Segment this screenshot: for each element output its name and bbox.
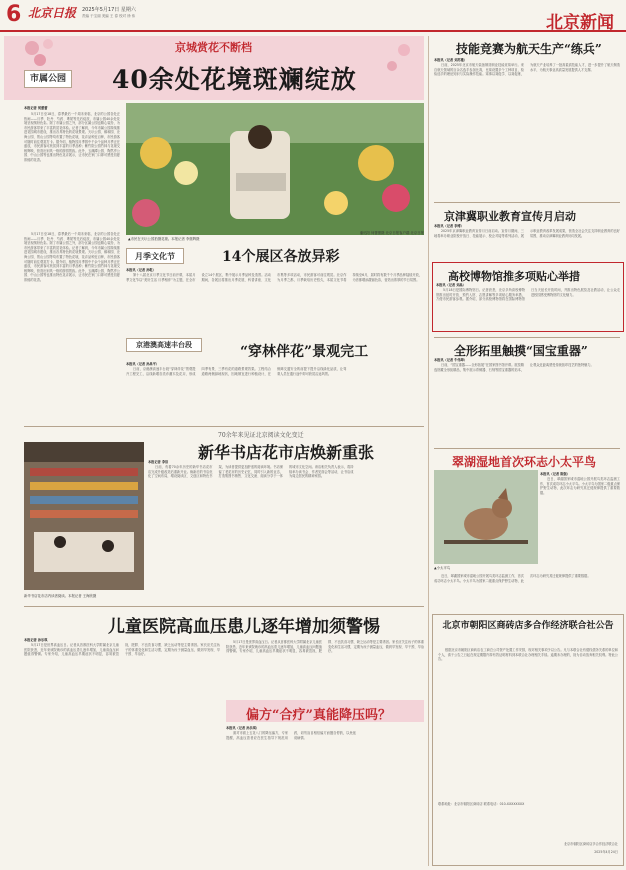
bookstore-kicker: 70余年来见证北京阅读文化变迁 — [218, 432, 304, 439]
bird-photo-caption: ▲小太平鸟 — [434, 566, 451, 570]
bookstore-byline: 本报记者 李洁 — [148, 460, 169, 464]
wetland-byline: 本报讯（记者 陈强） — [540, 472, 570, 476]
page-number: 6 — [6, 2, 22, 27]
bookstore-body: 日前，有着70余年历史的新华书店花市店完成升级改造后重新开业。焕新后的书店优化了空间布局，增设阅读区、文创区和特色书架，为读者提供更加舒适的阅读环境。书店保留了老花市的历史记忆，同时引入新的业态，打造集图书销售、文化交流、阅读分享于一体的城市文化空间。该店相关负责人表示，将持续举办读书会、作者见面会等活动，让书店成为周边居民的精神家园。 — [148, 465, 354, 479]
divider — [24, 426, 424, 427]
column-divider — [428, 36, 429, 866]
notice-body: 根据北京市朝阳区商砖店农工商总公司资产处置工作安排，现对相关事项予以公告。凡与本联合社有债权债务关系的单位和个人，请于公告之日起在规定期限内持有效证明材料到本联合社办理相关手续。逾期未办理的，视为自动放弃相关权利。特此公告。 — [438, 648, 618, 662]
drug-body: 面对市面上五花八门的降压偏方，专家提醒，高血压患者应在医生指导下规范用药，切勿盲目相信偏方而擅自停药，以免延误病情。 — [226, 731, 356, 740]
bookstore-photo-caption: 新华书店花市店内读者阅读。本报记者 王海欣摄 — [24, 594, 97, 598]
divider — [434, 202, 620, 203]
hospital-byline: 本报记者 孙乐琪 — [24, 638, 48, 642]
aero-headline: 技能竞赛为航天生产“练兵” — [456, 42, 602, 56]
issue-date: 2025年5月17日 星期六 — [82, 7, 136, 13]
notice-headline: 北京市朝阳区商砖店多合作经济联合社公告 — [442, 621, 614, 631]
editors-line: 责编 于宝丽 美编 王 春 校对 徐 伟 — [82, 14, 136, 18]
national-byline: 本报讯（记者 牛伟坤） — [434, 358, 467, 362]
highway-tag: 京港澳高速丰台段 — [126, 338, 202, 352]
highway-headline: “穿林伴花”景观完工 — [240, 344, 369, 360]
lead-byline: 本报记者 何蕾蕾 — [24, 106, 48, 110]
newspaper-logo: 北京日报 — [28, 6, 77, 20]
culture-headline: 14个展区各放异彩 — [222, 249, 340, 265]
highway-body: 日前，京港澳高速丰台段“穿林伴花”景观提升工程完工，沿线新增各类乔灌木及花卉，形成四季有景、三季有花的道路景观效果。工程结合道路两侧绿地现状，因地制宜进行种植设计，在保障交通安全的前提下提升沿线绿化品质，让驾乘人员在通行途中即可欣赏沿途风景。 — [126, 367, 347, 376]
lead-photo-caption: ▲市民在天坛公园拍摄花境。本报记者 李继辉摄 — [128, 237, 200, 241]
lead-body: 5月17日至18日，春季最后一个周末来临，北京的公园各处正热闹——月季、牡丹、芍药、鸢尾等先后绽放，市属公园40余处花境呈现缤纷色彩。除了市属公园之外，部分区属公园也精心装扮，为市民游客带来了丰富的赏花体验。记者了解到，今年市属公园持续推进花园城市建设，推出各具特色的花境景观。天坛公园、颐和园、北海公园、景山公园等均布置了特色花境，花卉品种近百种，市民游客可随时前往观赏打卡。据介绍，植物园月季园中千余个品种月季正在盛放，市民游客可欣赏到丰富的月季品种；紫竹院公园竹林与花境交相辉映，营造出别具一格的游园景致。此外，玉渊潭公园、陶然亭公园、中山公园等也推出特色花卉展示，让市民在家门口即可感受初夏浓郁的花香。 — [24, 112, 120, 162]
jjj-headline: 京津冀职业教育宣传月启动 — [444, 210, 576, 223]
notice-contacts: 联系地址：北京市朝阳区商砖店 联系电话：010-XXXXXXXX — [438, 802, 525, 806]
wetland-body: 近日，翠湖国家城市湿地公园开展鸟类环志监测工作，首次成功环志小太平鸟。小太平鸟为国家二级重点保护野生动物，此次环志为研究其迁徙规律提供了重要数据。 — [540, 477, 620, 495]
culture-byline: 本报讯（记者 孙乾） — [126, 268, 156, 272]
wetland-headline: 翠湖湿地首次环志小太平鸟 — [452, 455, 597, 469]
bookstore-headline: 新华书店花市店焕新重张 — [198, 443, 375, 462]
museum-headline: 高校博物馆推多项贴心举措 — [448, 270, 580, 283]
drug-headline: 偏方“合疗”真能降压吗？ — [246, 708, 391, 723]
lead-headline: 40余处花境斑斓绽放 — [112, 65, 357, 94]
aero-body: 日前，2025年北京市航天装备制造职业技能竞赛举行。来自航天领域的百余名选手参加比赛，比赛设置多个工种项目，检验选手的理论知识与实际操作技能。赛事以赛促学、以赛促练，为航天产业培养了一批高素质技能人才，进一步提升了航天制造水平，为航天事业高质量发展提供人才支撑。 — [434, 63, 620, 77]
lead-kicker: 京城赏花不断档 — [175, 41, 252, 54]
lead-photo — [126, 103, 424, 235]
notice-signature: 北京市朝阳区商砖店多合作经济联合社 — [563, 842, 618, 846]
bird-photo — [434, 470, 538, 564]
lead-tag: 市属公园 — [24, 70, 72, 88]
national-headline: 全形拓里触摸“国宝重器” — [454, 344, 588, 358]
aero-byline: 本报讯（记者 刘苏雅） — [434, 58, 467, 62]
divider — [434, 448, 620, 449]
museum-body: 5月18日是国际博物馆日。记者获悉，北京多所高校博物馆推出延时开放、预约入馆、志愿讲解等多项贴心服务举措，方便市民游客参观。据介绍，部分高校博物馆将在国际博物馆日当天延长开放时间，并推出特色展览及社教活动，让公众走进校园感受博物馆的文化魅力。 — [436, 288, 620, 302]
bookstore-photo — [24, 442, 144, 590]
drug-byline: 本报讯（记者 孙乐琪） — [226, 726, 259, 730]
hospital-body-cont: 5月17日是世界高血压日。记者从首都医科大学附属北京儿童医院获悉，近年来该院就诊的高血压患儿逐年增加，儿童高血压问题值得警惕。专家介绍，儿童高血压早期症状不明显，容易被忽视，肥胖、不良饮食习惯、缺乏运动等是主要诱因。家长应关注孩子的体重变化和生活习惯，定期为孩子测量血压，做到早发现、早干预、早治疗。 — [226, 640, 424, 654]
section-title: 北京新闻 — [546, 13, 614, 33]
wetland-body-cont: 近日，翠湖国家城市湿地公园开展鸟类环志监测工作，首次成功环志小太平鸟。小太平鸟为国家二级重点保护野生动物，此次环志为研究其迁徙规律提供了重要数据。 — [434, 574, 591, 583]
museum-byline: 本报讯（记者 刘晶） — [436, 283, 466, 287]
divider — [434, 337, 620, 338]
hospital-headline: 儿童医院高血压患儿逐年增加须警惕 — [108, 617, 380, 637]
lead-body-cont: 5月17日至18日，春季最后一个周末来临，北京的公园各处正热闹——月季、牡丹、芍药、鸢尾等先后绽放，市属公园40余处花境呈现缤纷色彩。除了市属公园之外，部分区属公园也精心装扮，为市民游客带来了丰富的赏花体验。记者了解到，今年市属公园持续推进花园城市建设，推出各具特色的花境景观。天坛公园、颐和园、北海公园、景山公园等均布置了特色花境，花卉品种近百种，市民游客可随时前往观赏打卡。据介绍，植物园月季园中千余个品种月季正在盛放，市民游客可欣赏到丰富的月季品种；紫竹院公园竹林与花境交相辉映，营造出别具一格的游园景致。此外，玉渊潭公园、陶然亭公园、中山公园等也推出特色花卉展示，让市民在家门口即可感受初夏浓郁的花香。 — [24, 232, 120, 282]
divider — [24, 606, 424, 607]
culture-tag: 月季文化节 — [126, 248, 184, 264]
hospital-body: 5月17日是世界高血压日。记者从首都医科大学附属北京儿童医院获悉，近年来该院就诊的高血压患儿逐年增加，儿童高血压问题值得警惕。专家介绍，儿童高血压早期症状不明显，容易被忽视，肥胖、不良饮食习惯、缺乏运动等是主要诱因。家长应关注孩子的体重变化和生活习惯，定期为孩子测量血压，做到早发现、早干预、早治疗。 — [24, 643, 220, 657]
jjj-byline: 本报讯（记者 李博） — [434, 224, 464, 228]
lead-photo-credit: 潘迅阳 何蕾蕾摄 北京日报客户端 北京日报 — [359, 231, 424, 235]
highway-byline: 本报讯（记者 孙昌平） — [126, 362, 159, 366]
notice-date: 2025年4月24日 — [594, 850, 618, 854]
jjj-body: 2025年京津冀职业教育宣传月日前启动。宣传月期间，三地将举办职业院校开放日、技能展示、校企对接等系列活动，展示职业教育改革发展成果，营造全社会关注支持职业教育的良好氛围，推动京津冀职业教育协同发展。 — [434, 229, 620, 238]
national-body: 日前，“国宝重器——全形拓展”在国家图书馆开幕。展览精选馆藏全形拓精品，集中展示青铜器、石刻等国宝重器的拓本，让观众近距离感受传统拓印技艺的独特魅力。 — [434, 363, 594, 372]
culture-body: 第十八届北京月季文化节日前开幕，本届月季文化节以“美好生活 月季相伴”为主题，在全市设立14个展区，集中展示月季品种及造景。活动期间，各展区将推出月季花展、科普讲座、文化市集等多项活动，市民游客可前往观赏。北京作为月季之都，月季栽培历史悠久，本届文化节将持续至6月，届时将有数千个月季品种陆续开放，为首都增添靓丽色彩，营造出浓厚的节日氛围。 — [126, 273, 422, 282]
